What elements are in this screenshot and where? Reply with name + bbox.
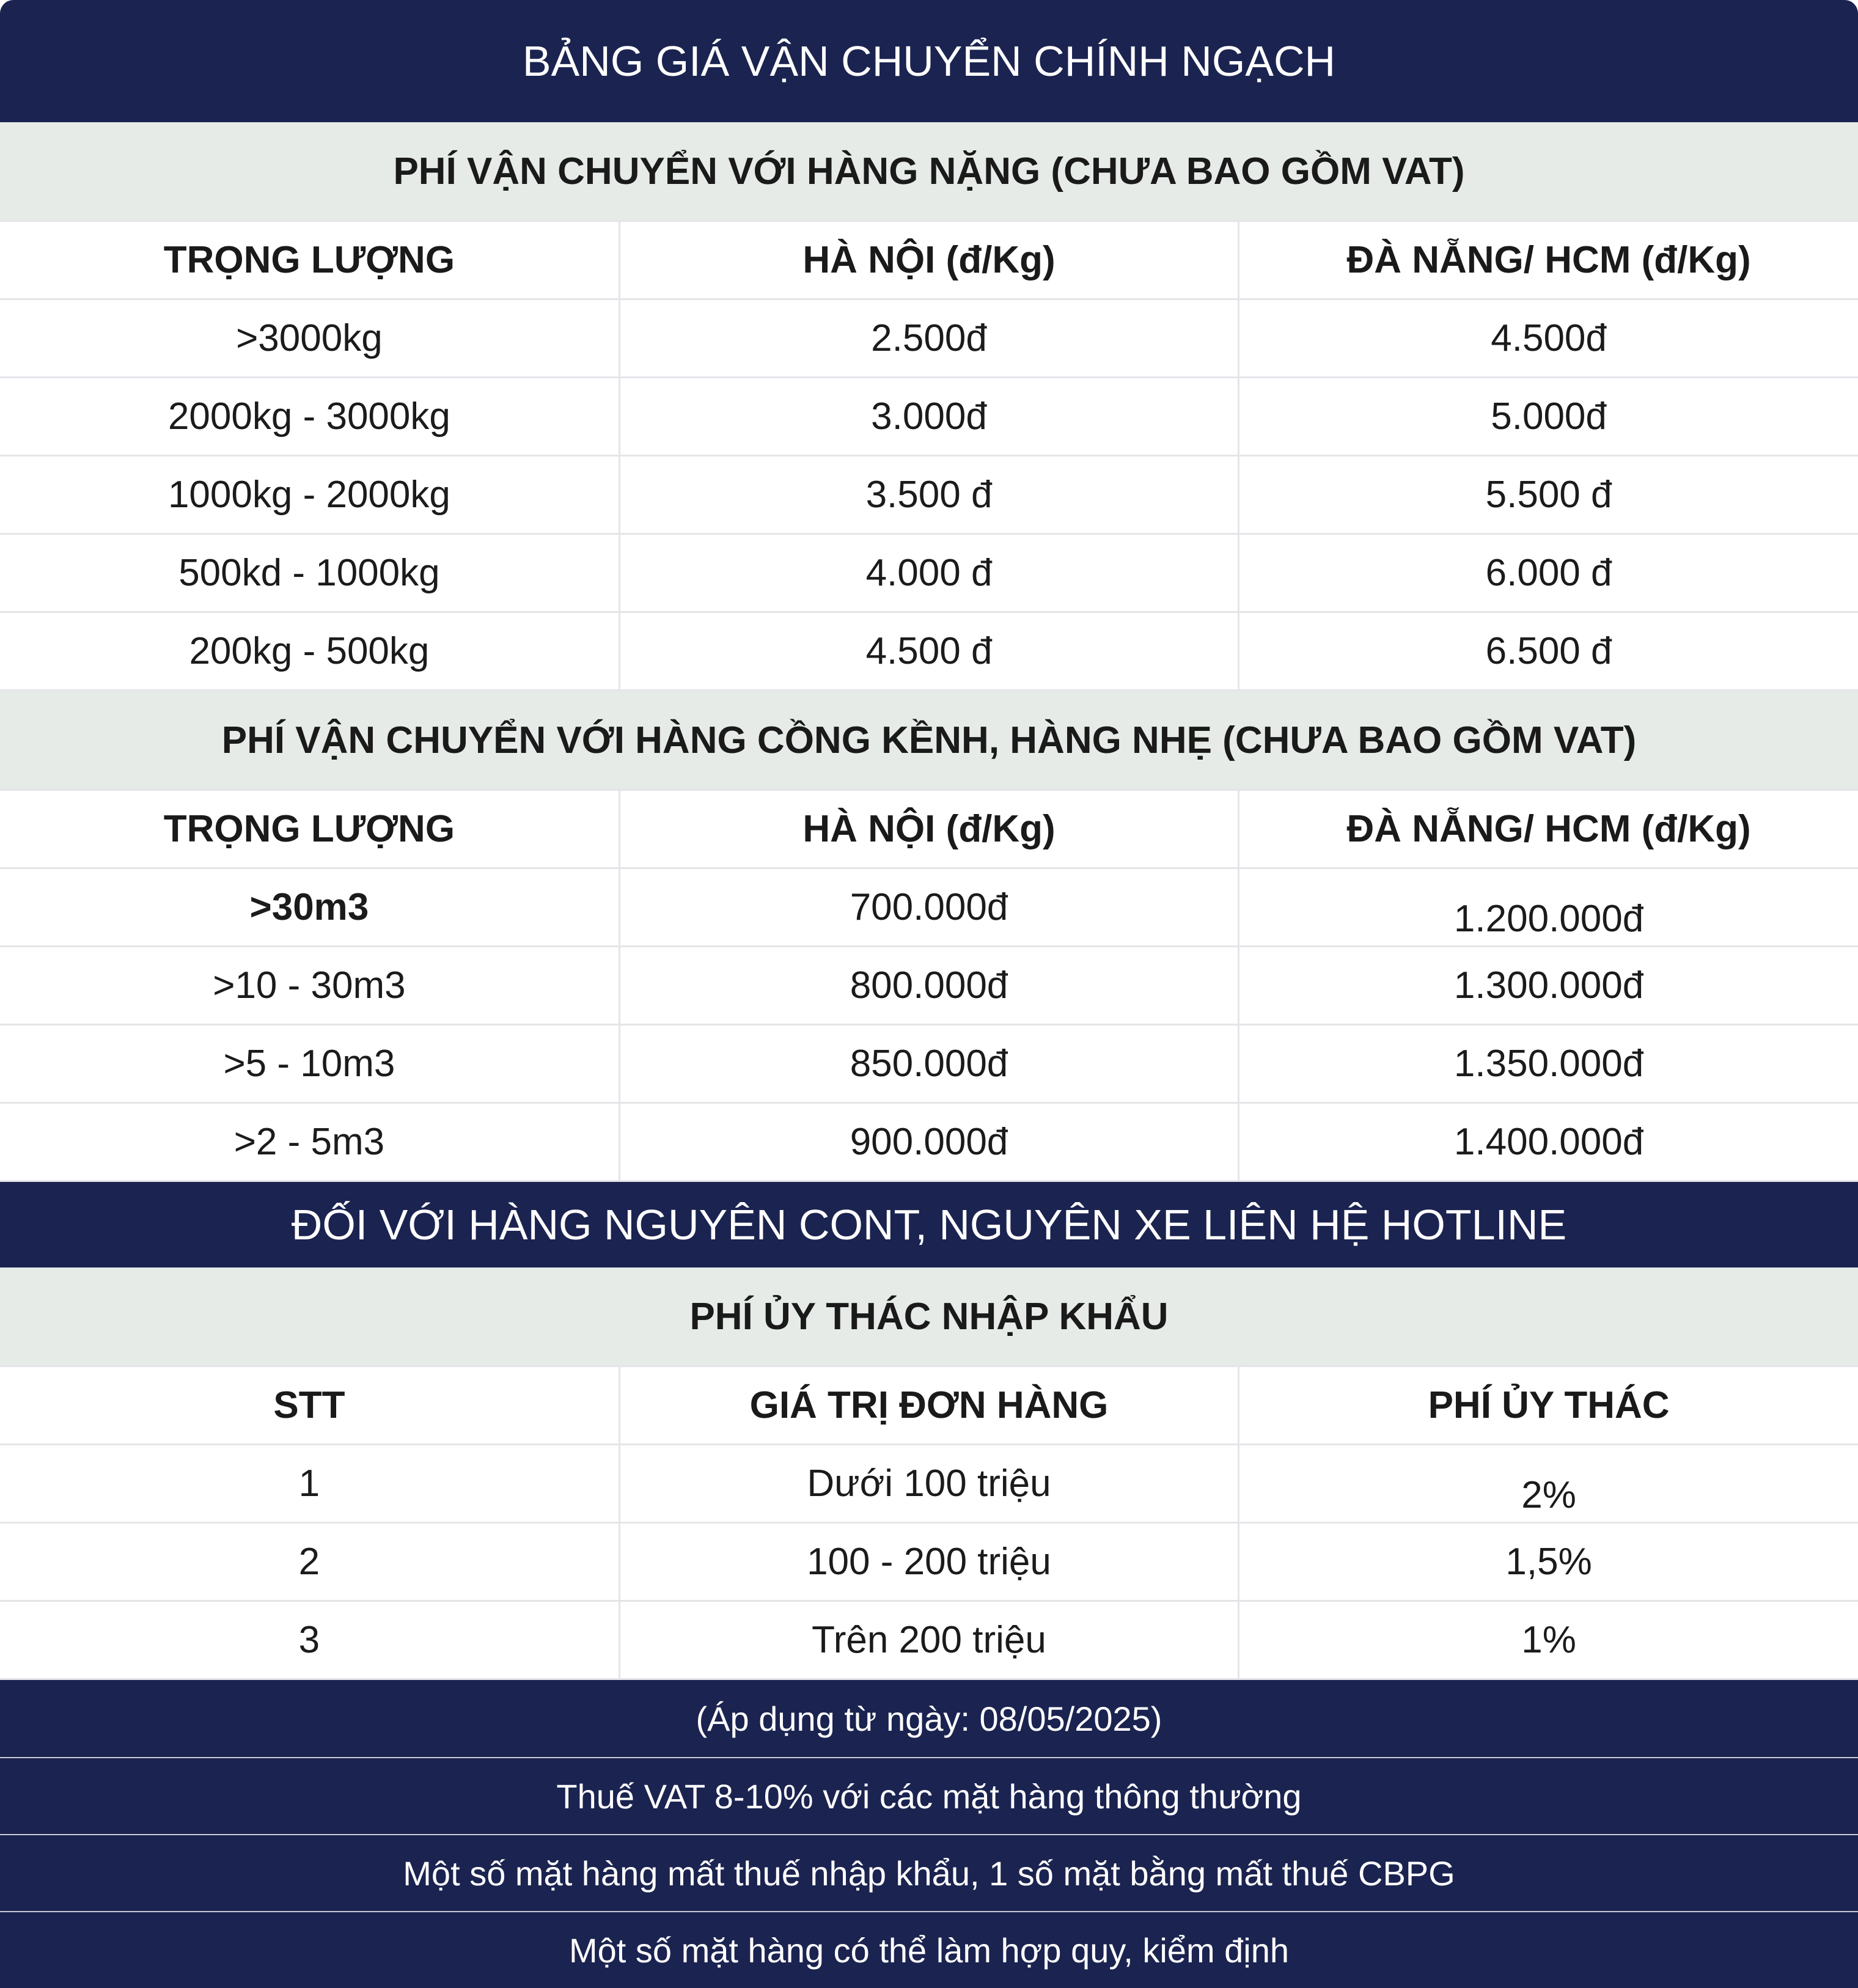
- hotline-note: ĐỐI VỚI HÀNG NGUYÊN CONT, NGUYÊN XE LIÊN HỆ HOTLINE: [0, 1182, 1858, 1267]
- table-row: [0, 299, 1858, 378]
- hanoi-price-cell: 850.000đ: [619, 1025, 1238, 1103]
- volume-cell: >5 - 10m3: [0, 1025, 619, 1103]
- weight-cell: 1000kg - 2000kg: [0, 456, 619, 534]
- hanoi-price-cell: 800.000đ: [619, 947, 1238, 1025]
- stt-cell: 3: [0, 1601, 619, 1679]
- import-fee-heading: PHÍ ỦY THÁC NHẬP KHẨU: [0, 1267, 1858, 1365]
- danang-hcm-price-cell: 6.000 đ: [1239, 534, 1858, 612]
- hanoi-price-cell: 900.000đ: [619, 1103, 1238, 1181]
- table-row: [0, 456, 1858, 534]
- danang-hcm-price-cell: 6.500 đ: [1239, 612, 1858, 691]
- order-value-cell: 100 - 200 triệu: [619, 1523, 1238, 1601]
- import-tax-note: Một số mặt hàng mất thuế nhập khẩu, 1 số mặt bằng mất thuế CBPG: [0, 1834, 1858, 1911]
- table-row: [0, 378, 1858, 456]
- table-row: [0, 1601, 1858, 1679]
- table-row: [0, 1025, 1858, 1103]
- danang-hcm-price-cell: 1.300.000đ: [1239, 947, 1858, 1025]
- danang-hcm-price-cell: 1.350.000đ: [1239, 1025, 1858, 1103]
- bulky-goods-heading: PHÍ VẬN CHUYỂN VỚI HÀNG CỒNG KỀNH, HÀNG NHẸ (CHƯA BAO GỒM VAT): [0, 691, 1858, 789]
- danang-hcm-price-cell: 1.400.000đ: [1239, 1103, 1858, 1181]
- weight-cell: 500kd - 1000kg: [0, 534, 619, 612]
- weight-cell: 200kg - 500kg: [0, 612, 619, 691]
- col-hanoi-header: HÀ NỘI (đ/Kg): [619, 790, 1238, 868]
- footer-notes: [0, 1680, 1858, 1988]
- bulky-goods-table: [0, 789, 1858, 1182]
- table-header-row: [0, 790, 1858, 868]
- table-row: [0, 1523, 1858, 1601]
- col-hanoi-header: HÀ NỘI (đ/Kg): [619, 221, 1238, 299]
- hanoi-price-cell: 3.000đ: [619, 378, 1238, 456]
- danang-hcm-price-cell: 5.500 đ: [1239, 456, 1858, 534]
- hanoi-price-cell: 2.500đ: [619, 299, 1238, 378]
- stt-cell: 2: [0, 1523, 619, 1601]
- hanoi-price-cell: 4.500 đ: [619, 612, 1238, 691]
- page-title: BẢNG GIÁ VẬN CHUYỂN CHÍNH NGẠCH: [0, 0, 1858, 122]
- col-danang-hcm-header: ĐÀ NẴNG/ HCM (đ/Kg): [1239, 790, 1858, 868]
- heavy-goods-heading: PHÍ VẬN CHUYỂN VỚI HÀNG NẶNG (CHƯA BAO GỒM VAT): [0, 122, 1858, 220]
- col-weight-header: TRỌNG LƯỢNG: [0, 221, 619, 299]
- effective-date-note: (Áp dụng từ ngày: 08/05/2025): [0, 1680, 1858, 1757]
- volume-cell: >30m3: [0, 868, 619, 947]
- table-row: [0, 1445, 1858, 1523]
- col-fee-header: PHÍ ỦY THÁC: [1239, 1366, 1858, 1445]
- stt-cell: 1: [0, 1445, 619, 1523]
- col-danang-hcm-header: ĐÀ NẴNG/ HCM (đ/Kg): [1239, 221, 1858, 299]
- table-row: [0, 612, 1858, 691]
- table-row: [0, 868, 1858, 947]
- table-row: [0, 1103, 1858, 1181]
- col-stt-header: STT: [0, 1366, 619, 1445]
- volume-cell: >2 - 5m3: [0, 1103, 619, 1181]
- import-fee-table: [0, 1365, 1858, 1680]
- order-value-cell: Dưới 100 triệu: [619, 1445, 1238, 1523]
- volume-cell: >10 - 30m3: [0, 947, 619, 1025]
- order-value-cell: Trên 200 triệu: [619, 1601, 1238, 1679]
- table-row: [0, 534, 1858, 612]
- danang-hcm-price-cell: 4.500đ: [1239, 299, 1858, 378]
- weight-cell: 2000kg - 3000kg: [0, 378, 619, 456]
- heavy-goods-table: [0, 220, 1858, 691]
- fee-cell: 2%: [1239, 1445, 1858, 1523]
- fee-cell: 1%: [1239, 1601, 1858, 1679]
- vat-note: Thuế VAT 8-10% với các mặt hàng thông thường: [0, 1757, 1858, 1834]
- fee-cell: 1,5%: [1239, 1523, 1858, 1601]
- table-header-row: [0, 221, 1858, 299]
- col-weight-header: TRỌNG LƯỢNG: [0, 790, 619, 868]
- table-header-row: [0, 1366, 1858, 1445]
- danang-hcm-price-cell: 1.200.000đ: [1239, 868, 1858, 947]
- col-order-value-header: GIÁ TRỊ ĐƠN HÀNG: [619, 1366, 1238, 1445]
- hanoi-price-cell: 4.000 đ: [619, 534, 1238, 612]
- hanoi-price-cell: 3.500 đ: [619, 456, 1238, 534]
- certification-note: Một số mặt hàng có thể làm hợp quy, kiểm định: [0, 1911, 1858, 1988]
- danang-hcm-price-cell: 5.000đ: [1239, 378, 1858, 456]
- hanoi-price-cell: 700.000đ: [619, 868, 1238, 947]
- weight-cell: >3000kg: [0, 299, 619, 378]
- table-row: [0, 947, 1858, 1025]
